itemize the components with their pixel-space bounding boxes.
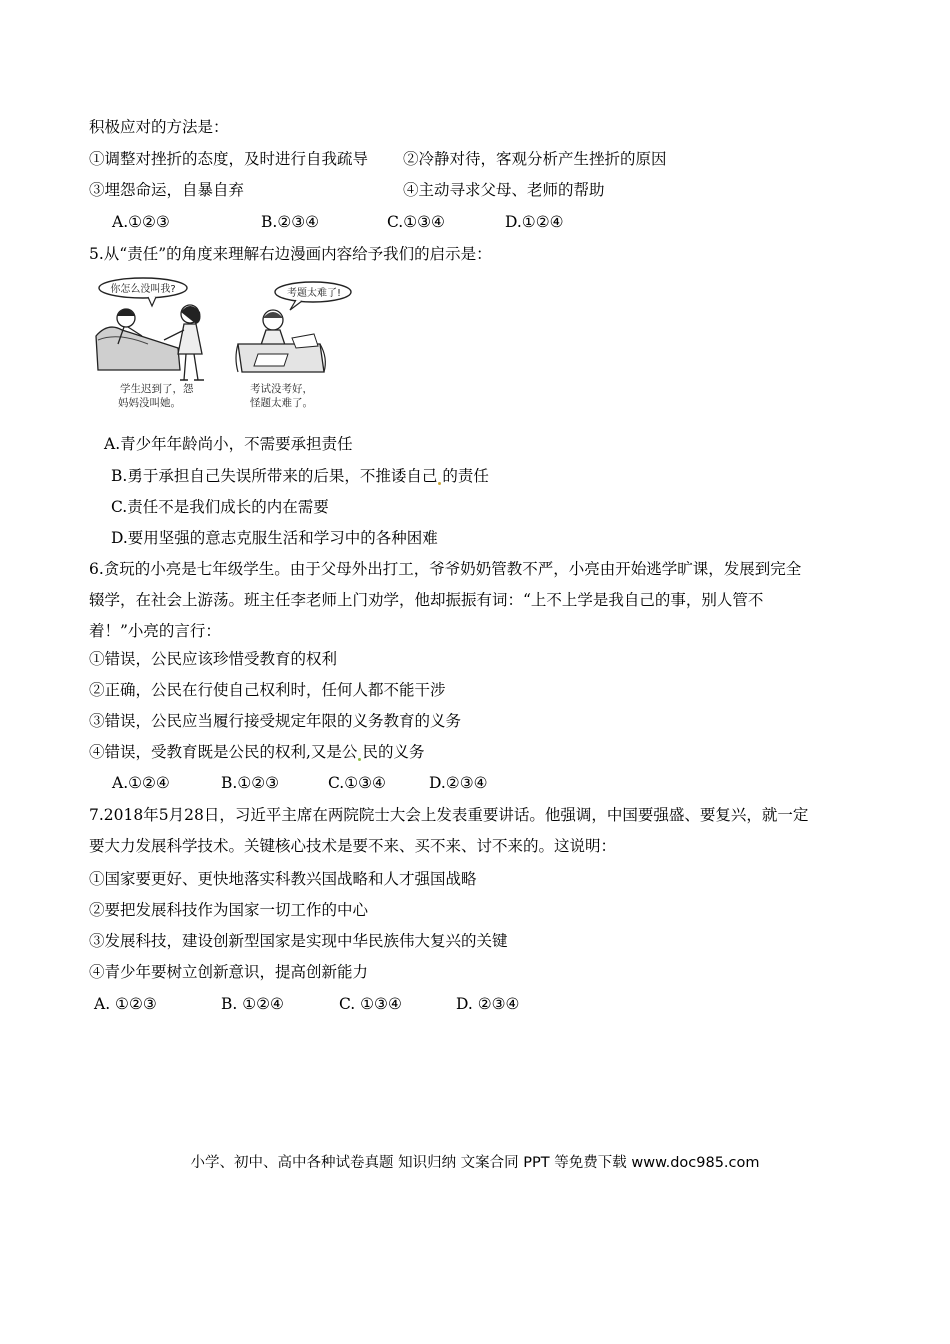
q6-stem-line-3: 着！”小亮的言行： xyxy=(89,622,221,640)
cartoon-right-panel xyxy=(236,282,351,409)
q6-statement-3: ③错误，公民应当履行接受规定年限的义务教育的义务 xyxy=(89,712,462,730)
q4-option-a: A.①②③ xyxy=(112,213,170,231)
q7-statement-1: ①国家要更好、更快地落实科教兴国战略和人才强国战略 xyxy=(89,870,477,888)
q6-stem-line-1: 6.贪玩的小亮是七年级学生。由于父母外出打工，爷爷奶奶管教不严，小亮由开始逃学旷课，发展到完全 xyxy=(89,560,802,578)
q6-option-b: B.①②③ xyxy=(221,774,280,792)
cartoon-left-bubble: 你怎么没叫我? xyxy=(110,284,176,295)
q5-option-d: D.要用坚强的意志克服生活和学习中的各种困难 xyxy=(111,529,438,547)
q4-statement-2: ②冷静对待，客观分析产生挫折的原因 xyxy=(403,150,667,168)
q5-option-b: B.勇于承担自己失误所带来的后果，不推诿自己 的责任 xyxy=(111,467,489,485)
q7-statement-3: ③发展科技，建设创新型国家是实现中华民族伟大复兴的关键 xyxy=(89,932,508,950)
q5-stem: 5.从“责任”的角度来理解右边漫画内容给予我们的启示是： xyxy=(89,245,492,263)
cartoon-right-caption-1: 考试没考好， xyxy=(250,383,313,395)
cartoon-left-caption-1: 学生迟到了，怨 xyxy=(120,383,194,395)
cartoon-left-caption-2: 妈妈没叫她。 xyxy=(118,397,181,409)
page-footer: 小学、初中、高中各种试卷真题 知识归纳 文案合同 PPT 等免费下载 www.doc985.com xyxy=(190,1155,760,1171)
cartoon-right-caption-2: 怪题太难了。 xyxy=(250,397,313,409)
q4-intro: 积极应对的方法是： xyxy=(89,118,229,136)
q7-option-c: C. ①③④ xyxy=(339,995,402,1013)
q4-option-d: D.①②④ xyxy=(505,213,564,231)
q7-statement-2: ②要把发展科技作为国家一切工作的中心 xyxy=(89,901,369,919)
q6-option-d: D.②③④ xyxy=(429,774,488,792)
q6-option-a: A.①②④ xyxy=(112,774,170,792)
cartoon-right-bubble: 考题太难了! xyxy=(286,288,342,299)
q4-statement-1: ①调整对挫折的态度，及时进行自我疏导 xyxy=(89,150,369,168)
q7-stem-line-2: 要大力发展科学技术。关键核心技术是要不来、买不来、讨不来的。这说明： xyxy=(89,837,617,855)
q4-statement-4: ④主动寻求父母、老师的帮助 xyxy=(403,181,605,199)
q4-option-c: C.①③④ xyxy=(387,213,445,231)
q4-option-b: B.②③④ xyxy=(261,213,320,231)
cartoon-image xyxy=(88,274,356,412)
q6-statement-1: ①错误，公民应该珍惜受教育的权利 xyxy=(89,650,338,668)
q6-stem-line-2: 辍学，在社会上游荡。班主任李老师上门劝学，他却振振有词：“上不上学是我自己的事，别人管不 xyxy=(89,591,764,609)
q7-option-d: D. ②③④ xyxy=(456,995,520,1013)
q7-option-a: A. ①②③ xyxy=(94,995,157,1013)
q4-statement-3: ③埋怨命运，自暴自弃 xyxy=(89,181,245,199)
q7-stem-line-1: 7.2018年5月28日，习近平主席在两院院士大会上发表重要讲话。他强调，中国要强盛、要复兴，就一定 xyxy=(89,806,809,824)
q5-option-a: A.青少年年龄尚小，不需要承担责任 xyxy=(104,435,353,453)
q6-statement-2: ②正确，公民在行使自己权利时，任何人都不能干涉 xyxy=(89,681,446,699)
q7-option-b: B. ①②④ xyxy=(221,995,284,1013)
cartoon-left-panel xyxy=(96,278,204,409)
q7-statement-4: ④青少年要树立创新意识，提高创新能力 xyxy=(89,963,369,981)
q6-statement-4: ④错误，受教育既是公民的权利,又是公 民的义务 xyxy=(89,743,425,761)
q6-option-c: C.①③④ xyxy=(328,774,386,792)
q5-option-c: C.责任不是我们成长的内在需要 xyxy=(111,498,329,516)
